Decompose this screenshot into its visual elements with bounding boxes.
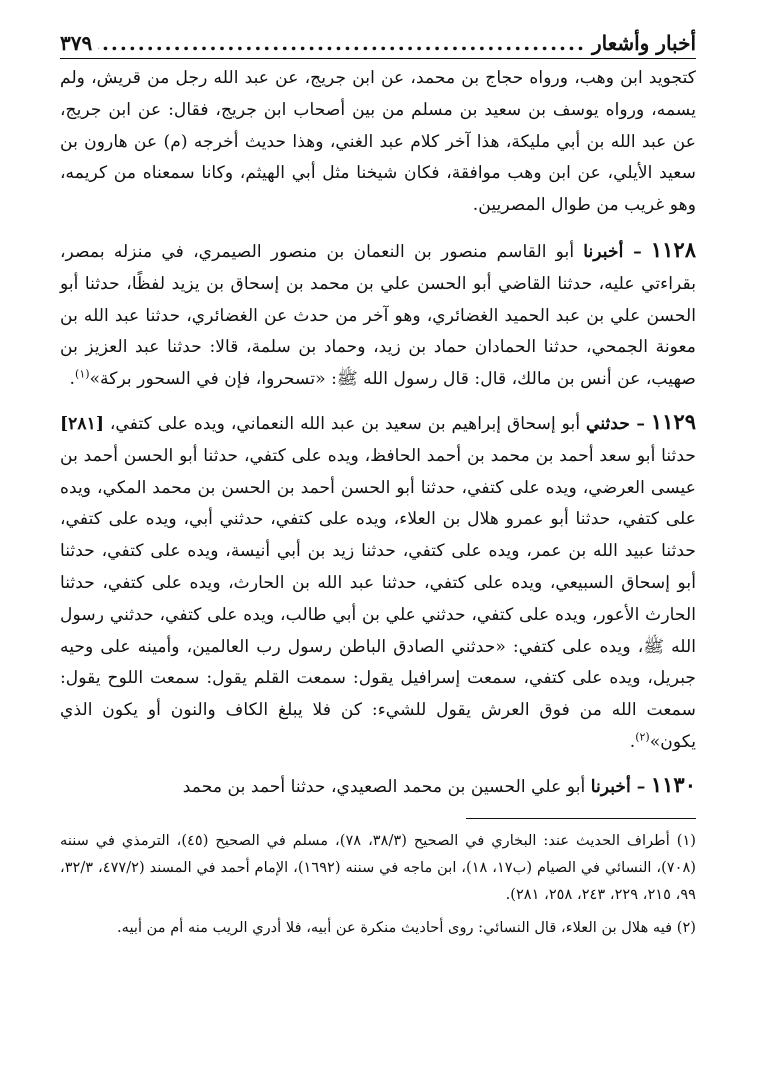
hadith-number: ١١٢٨ [650, 236, 696, 262]
hadith-dash: – [630, 776, 646, 797]
hadith-dash: – [623, 241, 642, 262]
book-page [60, 28, 696, 947]
hadith-text: أبو القاسم منصور بن النعمان بن منصور الصيمري، في منزله بمصر، بقراءتي عليه، حدثنا القاضي أبو الحسن علي بن محمد بن إسحاق بن يزيد لفظًا، حدثنا أبو الحسن علي بن عبد الحميد الغضائري، وهو آخر من حدث عن الغضائري، حدثنا عبد الله بن معونة الجمحي، حدثنا الحمادان حماد بن زيد، وحماد بن سلمة، قالا: حدثنا عبد العزيز بن صهيب، عن أنس بن مالك، قال: قال رسول الله ﷺ: «تسحروا، فإن في السحور بركة» [60, 241, 696, 390]
hadith-1129 [60, 406, 696, 759]
hadith-1128 [60, 234, 696, 396]
footnote-divider [466, 818, 696, 819]
hadith-text: حدثنا أبو سعد أحمد بن محمد بن أحمد الحافظ، ويده على كتفي، حدثنا أبو الحسن أحمد بن عيسى العرضي، ويده على كتفي، حدثنا أبو الحسن أحمد بن الحسن بن محمد المكي، ويده على كتفي، حدثنا أبو عمرو هلال بن العلاء، ويده على كتفي، حدثني أبي، ويده على كتفي، حدثنا عبيد الله بن عمر، ويده على كتفي، حدثنا زيد بن أبي أنيسة، ويده على كتفي، حدثنا أبو إسحاق السبيعي، ويده على كتفي، حدثنا عبد الله بن الحارث، ويده على كتفي، حدثنا الحارث الأعور، ويده على كتفي، حدثني علي بن أبي طالب، ويده على كتفي، حدثني رسول الله ﷺ، ويده على كتفي: «حدثني الصادق الباطن رسول رب العالمين، وأمينه على وحيه جبريل، ويده على كتفي، سمعت إسرافيل يقول: سمعت القلم يقول: سمعت اللوح يقول: سمعت الله من فوق العرش يقول للشيء: كن فلا يبلغ الكاف والنون أو يكون الذي يكون» [60, 445, 696, 752]
header-leader-dots [98, 28, 586, 58]
hadith-number: ١١٣٠ [650, 771, 696, 797]
running-header [60, 28, 696, 59]
hadith-text: أبو علي الحسين بن محمد الصعيدي، حدثنا أحمد بن محمد [182, 776, 586, 797]
paragraph-text: كتجويد ابن وهب، ورواه حجاج بن محمد، عن ابن جريج، عن عبد الله رجل من قريش، ولم يسمه، ورواه يوسف بن سعيد بن مسلم من بين أصحاب ابن جريج، فقال: عن ابن جريج، عن عبد الله بن أبي مليكة، هذا آخر كلام عبد الغني، وهذا حديث أخرجه (م) عن هارون بن سعيد الأيلي، عن ابن وهب موافقة، فكان شيخنا مثل أبي الهيثم، وكانا سمعناه من كريمه، وهو غريب من طوال المصريين. [60, 68, 696, 216]
page-number: ٣٧٩ [60, 31, 93, 55]
hadith-dash: – [629, 413, 645, 434]
paragraph-continuation [60, 63, 696, 222]
footnote-ref-2[interactable]: (٢) [635, 730, 650, 744]
footnotes [60, 827, 696, 941]
hadith-tail: . [629, 731, 636, 752]
hadith-label: حدثني [586, 413, 630, 434]
header-title: أخبار وأشعار [591, 31, 696, 55]
hadith-number: ١١٢٩ [650, 408, 696, 434]
manuscript-page-marker: [٢٨١] [60, 413, 104, 434]
main-text [60, 63, 696, 804]
hadith-label: أخبرنا [583, 241, 624, 262]
footnote-ref-1[interactable]: (١) [75, 367, 90, 381]
hadith-text-before-bracket: أبو إسحاق إبراهيم بن سعيد بن عبد الله النعماني، ويده على كتفي، [109, 413, 581, 434]
hadith-tail: . [69, 369, 76, 390]
hadith-label: أخبرنا [590, 776, 631, 797]
hadith-1130 [60, 769, 696, 804]
footnote-2: (٢) فيه هلال بن العلاء، قال النسائي: روى أحاديث منكرة عن أبيه، فلا أدري الريب منه أم من أبيه. [117, 918, 696, 936]
footnote-1: (١) أطراف الحديث عند: البخاري في الصحيح (٣٨/٣، ٧٨)، مسلم في الصحيح (٤٥)، الترمذي في سننه (٧٠٨)، النسائي في الصيام (ب١٧، ١٨)، ابن ماجه في سننه (١٦٩٢)، الإمام أحمد في المسند (٤٧٧/٢، ٣٢/٣، ٩٩، ٢١٥، ٢٢٩، ٢٤٣، ٢٥٨، ٢٨١). [60, 831, 696, 903]
